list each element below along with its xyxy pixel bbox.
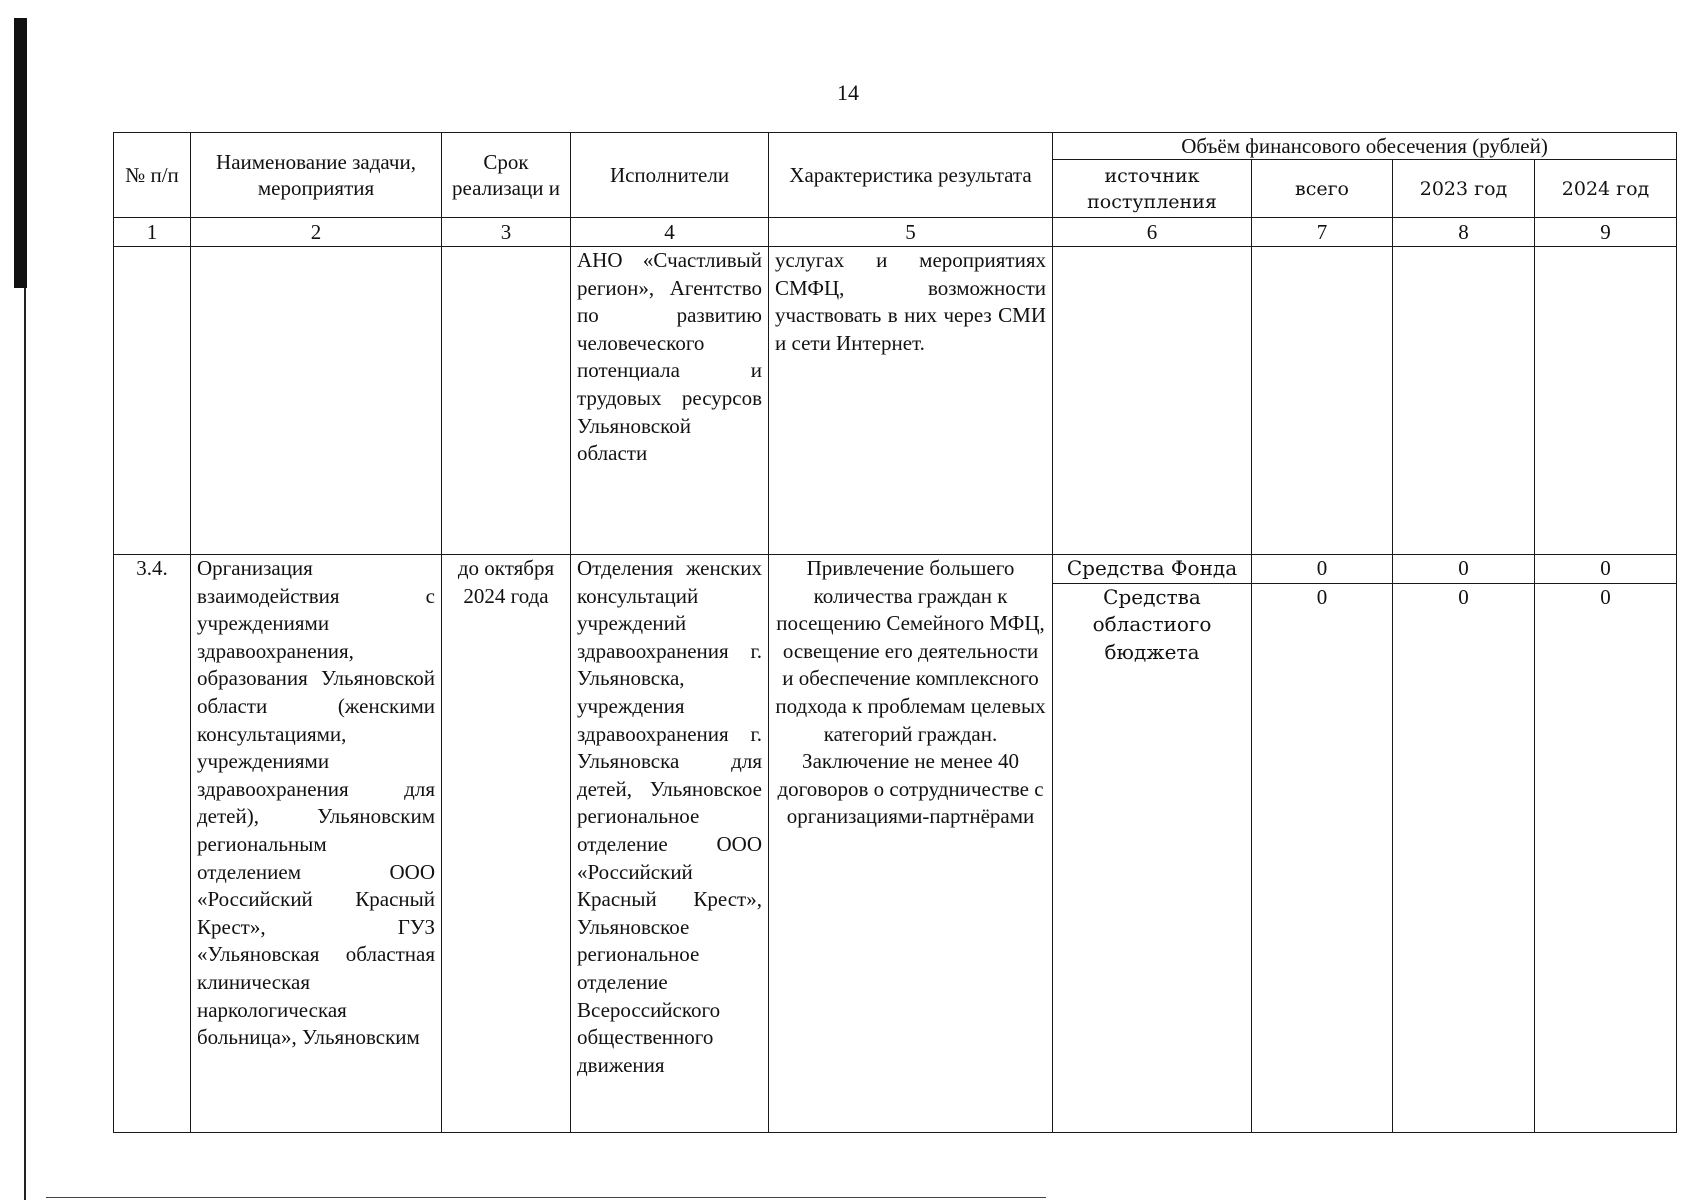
funding-regional-2023: 0 — [1393, 583, 1535, 1132]
continuation-row — [114, 247, 1677, 555]
header-result: Характеристика результата — [769, 133, 1053, 218]
header-term: Срок реализаци и — [442, 133, 571, 218]
funding-regional-total: 0 — [1252, 583, 1393, 1132]
header-name: Наименование задачи, мероприятия — [191, 133, 442, 218]
cont-2023 — [1393, 247, 1535, 555]
cont-2024 — [1535, 247, 1677, 555]
column-index-row — [114, 218, 1677, 247]
header-source: источник поступления — [1053, 160, 1252, 218]
col-index-5: 5 — [769, 218, 1053, 247]
row-3-4-fund — [114, 555, 1677, 584]
row-3-4-num: 3.4. — [114, 555, 191, 1133]
funding-fund-total: 0 — [1252, 555, 1393, 584]
header-row-1 — [114, 133, 1677, 160]
plan-table — [113, 132, 1677, 1133]
col-index-4: 4 — [571, 218, 769, 247]
header-2023: 2023 год — [1393, 160, 1535, 218]
header-2024: 2024 год — [1535, 160, 1677, 218]
row-3-4-name: Организация взаимодействия с учреждениями здравоохранения, образования Ульяновской области (женскими консультациями, учреждениями здравоохранения для детей), Ульяновским региональным отделением ООО «Российский Красный Крест», ГУЗ «Ульяновская областная клиническая наркологическая больница», Ульяновским — [191, 555, 442, 1133]
scan-edge-line — [24, 288, 26, 1200]
funding-source-fund: Средства Фонда — [1053, 555, 1252, 584]
row-3-4-result: Привлечение большего количества граждан к посещению Семейного МФЦ, освещение его деятельности и обеспечение комплексного подхода к проблемам целевых категорий граждан. Заключение не менее 40 договоров о сотрудничестве с организациями-партнёрами — [769, 555, 1053, 1133]
cont-result: услугах и мероприятиях СМФЦ, возможности участвовать в них через СМИ и сети Интернет. — [769, 247, 1053, 555]
funding-regional-2024: 0 — [1535, 583, 1677, 1132]
col-index-8: 8 — [1393, 218, 1535, 247]
funding-fund-2024: 0 — [1535, 555, 1677, 584]
row-3-4-executors: Отделения женских консультаций учреждений здравоохранения г. Ульяновска, учреждения здравоохранения г. Ульяновска для детей, Ульяновское региональное отделение ООО «Российский Красный Крест», Ульяновское региональное отделение Всероссийского общественного движения — [571, 555, 769, 1133]
col-index-1: 1 — [114, 218, 191, 247]
cont-name — [191, 247, 442, 555]
page-number: 14 — [837, 80, 859, 105]
col-index-3: 3 — [442, 218, 571, 247]
col-index-7: 7 — [1252, 218, 1393, 247]
funding-source-regional: Средства областиого бюджета — [1053, 583, 1252, 1132]
cont-source — [1053, 247, 1252, 555]
header-total: всего — [1252, 160, 1393, 218]
cont-term — [442, 247, 571, 555]
funding-fund-2023: 0 — [1393, 555, 1535, 584]
header-finance-group: Объём финансового обесечения (рублей) — [1053, 133, 1677, 160]
col-index-9: 9 — [1535, 218, 1677, 247]
cont-num — [114, 247, 191, 555]
scan-edge-bar — [14, 18, 27, 288]
cont-total — [1252, 247, 1393, 555]
header-num: № п/п — [114, 133, 191, 218]
header-executors: Исполнители — [571, 133, 769, 218]
col-index-2: 2 — [191, 218, 442, 247]
col-index-6: 6 — [1053, 218, 1252, 247]
cont-executors: АНО «Счастливый регион», Агентство по развитию человеческого потенциала и трудовых ресурсов Ульяновской области — [571, 247, 769, 555]
row-3-4-term: до октября 2024 года — [442, 555, 571, 1133]
scan-bottom-line — [46, 1197, 1046, 1198]
